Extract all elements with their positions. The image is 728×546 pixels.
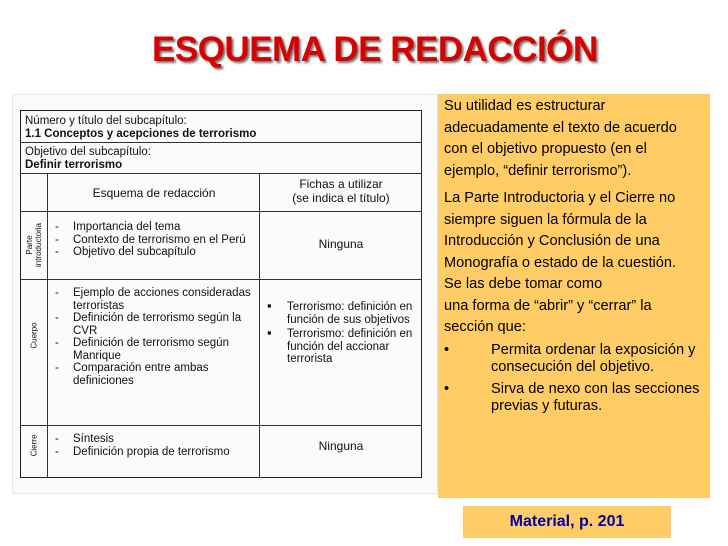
objective-label: Objetivo del subcapítulo: xyxy=(25,146,151,158)
text-line: Se las debe tomar como xyxy=(444,276,603,292)
closing-fichas: Ninguna xyxy=(318,439,364,453)
body-items xyxy=(53,287,257,387)
closing-items xyxy=(53,433,230,458)
subchapter-title: 1.1 Conceptos y acepciones de terrorismo xyxy=(25,128,257,140)
text-line: con el objetivo propuesto (en el xyxy=(444,141,647,157)
text-line: Su utilidad es estructurar xyxy=(444,98,606,114)
column-header-fichas: Fichas a utilizar xyxy=(299,177,383,191)
text-line: Monografía o estado de la cuestión. xyxy=(444,254,677,271)
bullet-icon: • xyxy=(444,380,450,397)
row-divider xyxy=(21,279,421,280)
list-item: - Ejemplo de acciones consideradas terroristas xyxy=(53,287,257,312)
writing-scheme-table xyxy=(20,110,422,478)
bullet-item xyxy=(444,342,710,376)
body-fichas xyxy=(265,301,415,368)
slide-title: ESQUEMA DE REDACCIÓN xyxy=(152,30,598,69)
list-item: - Definición de terrorismo según la CVR xyxy=(53,312,257,337)
bullet-item xyxy=(444,381,710,415)
explanation-text xyxy=(444,96,710,415)
bullet-icon: • xyxy=(444,341,450,358)
intro-items xyxy=(53,221,246,259)
list-item: - Comparación entre ambas definiciones xyxy=(53,362,257,387)
list-item: - Contexto de terrorismo en el Perú xyxy=(53,234,246,247)
text-line: siempre siguen la fórmula de la xyxy=(444,211,647,228)
column-header-schema: Esquema de redacción xyxy=(92,186,216,200)
text-line: adecuadamente el texto de acuerdo xyxy=(444,119,677,136)
material-reference: Material, p. 201 xyxy=(463,506,671,538)
text-line: La Parte Introductoria y el Cierre no xyxy=(444,190,676,206)
row-divider xyxy=(21,211,421,212)
text-line: ejemplo, “definir terrorismo”). xyxy=(444,162,632,179)
section-label-body: Cuerpo xyxy=(29,322,39,349)
list-item: - Importancia del tema xyxy=(53,221,246,234)
objective-value: Definir terrorismo xyxy=(25,159,123,171)
column-divider xyxy=(259,173,260,477)
section-label-intro: Parte introductoria xyxy=(25,222,43,268)
column-divider xyxy=(47,173,48,477)
column-header-fichas-note: (se indica el título) xyxy=(292,191,390,205)
row-divider xyxy=(21,142,421,143)
row-divider xyxy=(21,425,421,426)
list-item: ▪ Terrorismo: definición en función de sus objetivos xyxy=(265,301,415,326)
bullet-text: Permita ordenar la exposición y consecución del objetivo. xyxy=(491,341,696,375)
list-item: ▪ Terrorismo: definición en función del accionar terrorista xyxy=(265,328,415,366)
text-line: sección que: xyxy=(444,319,526,335)
list-item: - Síntesis xyxy=(53,433,230,446)
bullet-text: Sirva de nexo con las secciones previas y futuras. xyxy=(491,380,700,414)
intro-fichas: Ninguna xyxy=(318,237,364,251)
section-label-closing: Cierre xyxy=(29,434,39,457)
list-item: - Definición propia de terrorismo xyxy=(53,446,230,459)
list-item: - Definición de terrorismo según Manrique xyxy=(53,337,257,362)
text-line: una forma de “abrir” y “cerrar” la xyxy=(444,297,652,314)
text-line: Introducción y Conclusión de una xyxy=(444,233,660,249)
row-divider xyxy=(21,173,421,174)
list-item: - Objetivo del subcapítulo xyxy=(53,246,246,259)
subchapter-label: Número y título del subcapítulo: xyxy=(25,115,187,127)
